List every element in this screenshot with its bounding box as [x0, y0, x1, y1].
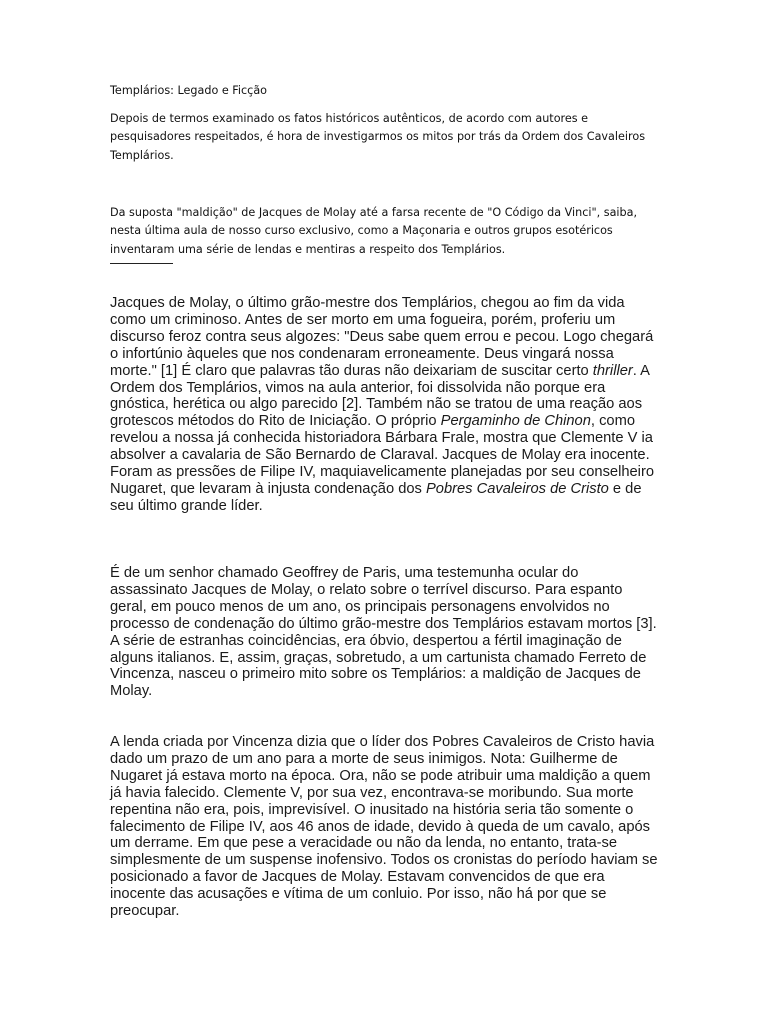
p1-italic-pergaminho: Pergaminho de Chinon [440, 413, 591, 430]
p1-italic-thriller: thriller [592, 362, 633, 379]
separator-line [110, 263, 173, 264]
p3-text: A lenda criada por Vincenza dizia que o líder dos Pobres Cavaleiros de Cristo havia dado um prazo de um ano para a morte de seus inimigos. Nota: Guilherme de Nugaret já estava morto na época. Ora, não se pode atribuir uma maldição a quem já havia falecido. Clemente V, por sua vez, encontrava-se moribundo. Sua morte repentina não era, pois, imprevisível. O inusitado na história seria tão somente o falecimento de Filipe IV, aos 46 anos de idade, devido à queda de um cavalo, após um derrame. Em que pese a veracidade ou não da lenda, no entanto, trata-se simplesmente de um suspense inofensivo. Todos os cronistas do período haviam se posicionado a favor de Jacques de Molay. Estavam convencidos de que era inocente das acusações e vítima de um conluio. Por isso, não há por que se preocupar. [110, 734, 658, 920]
paragraph-geoffrey [110, 565, 658, 700]
teaser-paragraph: Da suposta "maldição" de Jacques de Molay até a farsa recente de "O Código da Vinci", saiba, nesta última aula de nosso curso exclusivo, como a Maçonaria e outros grupos esotéricos inventaram uma série de lendas e mentiras a respeito dos Templários. [110, 206, 638, 256]
p1-text-g: e de seu último grande líder. [110, 480, 642, 514]
p2-text: É de um senhor chamado Geoffrey de Paris, uma testemunha ocular do assassinato Jacques de Molay, o relato sobre o terrível discurso. Para espanto geral, em pouco menos de um ano, os principais personagens envolvidos no processo de condenação do último grão-mestre dos Templários estavam mortos [3]. A série de estranhas coincidências, era óbvio, despertou a fértil imaginação de alguns italianos. E, assim, graças, sobretudo, a um cartunista chamado Ferreto de Vincenza, nasceu o primeiro mito sobre os Templários: a maldição de Jacques de Molay. [110, 565, 657, 700]
p1-text-e: , como revelou a nossa já conhecida historiadora Bárbara Frale, mostra que Clemente V ia absolver a cavalaria de São Bernardo de Claraval. Jacques de Molay era inocente. Foram as pressões de Filipe IV, maquiavelicamente planejadas por seu conselheiro Nugaret, que levaram à injusta condenação dos [110, 413, 655, 497]
paragraph-molay-curse [110, 295, 658, 515]
document-title: Templários: Legado e Ficção [110, 84, 268, 97]
paragraph-legend [110, 734, 658, 920]
intro-paragraph: Depois de termos examinado os fatos históricos autênticos, de acordo com autores e pesquisadores respeitados, é hora de investigarmos os mitos por trás da Ordem dos Cavaleiros Templários. [110, 112, 646, 162]
p1-text-a: Jacques de Molay, o último grão-mestre dos Templários, chegou ao fim da vida como um criminoso. Antes de ser morto em uma fogueira, porém, proferiu um discurso feroz contra seus algozes: "Deus sabe quem errou e pecou. Logo chegará o infortúnio àqueles que nos condenaram erroneamente. Deus vingará nossa morte." [1] É claro que palavras tão duras não deixariam de suscitar certo [110, 295, 654, 379]
p1-italic-pobres-cavaleiros: Pobres Cavaleiros de Cristo [425, 480, 609, 497]
p1-text-c: . A Ordem dos Templários, vimos na aula anterior, foi dissolvida não porque era gnóstica, herética ou algo parecido [2]. Também não se tratou de uma reação aos grotescos métodos do Rito de Iniciação. O próprio [110, 362, 650, 430]
